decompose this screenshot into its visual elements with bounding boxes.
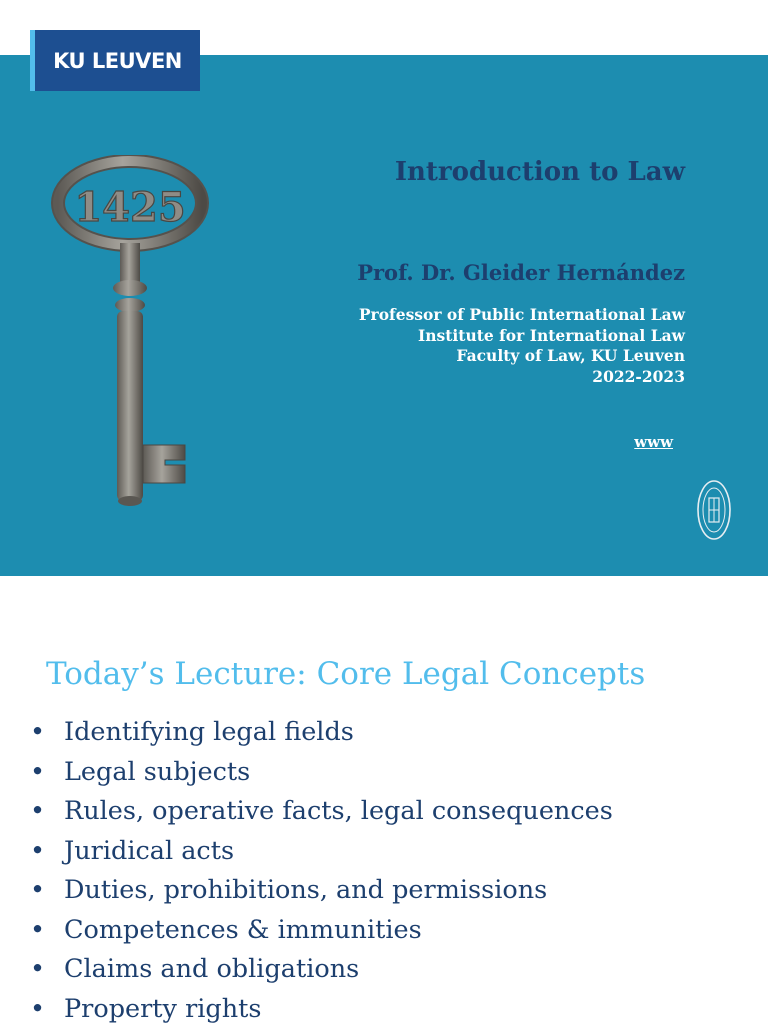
ku-leuven-logo (30, 30, 200, 91)
list-item-text: Competences & immunities (64, 915, 422, 945)
course-title: Introduction to Law (357, 155, 685, 189)
list-item: • Rules, operative facts, legal consequences (30, 792, 613, 832)
lecture-topics-list (30, 713, 613, 1029)
list-item: • Juridical acts (30, 832, 613, 872)
list-item: • Property rights (30, 990, 613, 1029)
list-item-text: Rules, operative facts, legal consequences (64, 796, 613, 826)
list-item-text: Duties, prohibitions, and permissions (64, 875, 547, 905)
title-slide (0, 55, 768, 576)
key-engraving: 1425 (74, 184, 185, 231)
list-item: • Duties, prohibitions, and permissions (30, 871, 613, 911)
list-item-text: Legal subjects (64, 757, 250, 787)
detail-line: Professor of Public International Law (357, 305, 685, 326)
logo-text: KU LEUVEN (53, 49, 182, 73)
detail-line: Institute for International Law (357, 326, 685, 347)
list-item-text: Claims and obligations (64, 954, 359, 984)
list-item-text: Juridical acts (64, 836, 234, 866)
list-item-text: Identifying legal fields (64, 717, 354, 747)
professor-name: Prof. Dr. Gleider Hernández (357, 259, 685, 287)
university-seal-icon (694, 478, 734, 542)
list-item: • Competences & immunities (30, 911, 613, 951)
www-link[interactable]: www (634, 433, 673, 451)
list-item: • Legal subjects (30, 753, 613, 793)
list-item: • Claims and obligations (30, 950, 613, 990)
title-block (357, 155, 685, 387)
lecture-title: Today’s Lecture: Core Legal Concepts (46, 652, 645, 696)
detail-line: Faculty of Law, KU Leuven (357, 346, 685, 367)
list-item-text: Property rights (64, 994, 262, 1024)
detail-line: 2022-2023 (357, 367, 685, 388)
list-item: • Identifying legal fields (30, 713, 613, 753)
professor-details (357, 305, 685, 387)
key-icon (50, 155, 210, 510)
